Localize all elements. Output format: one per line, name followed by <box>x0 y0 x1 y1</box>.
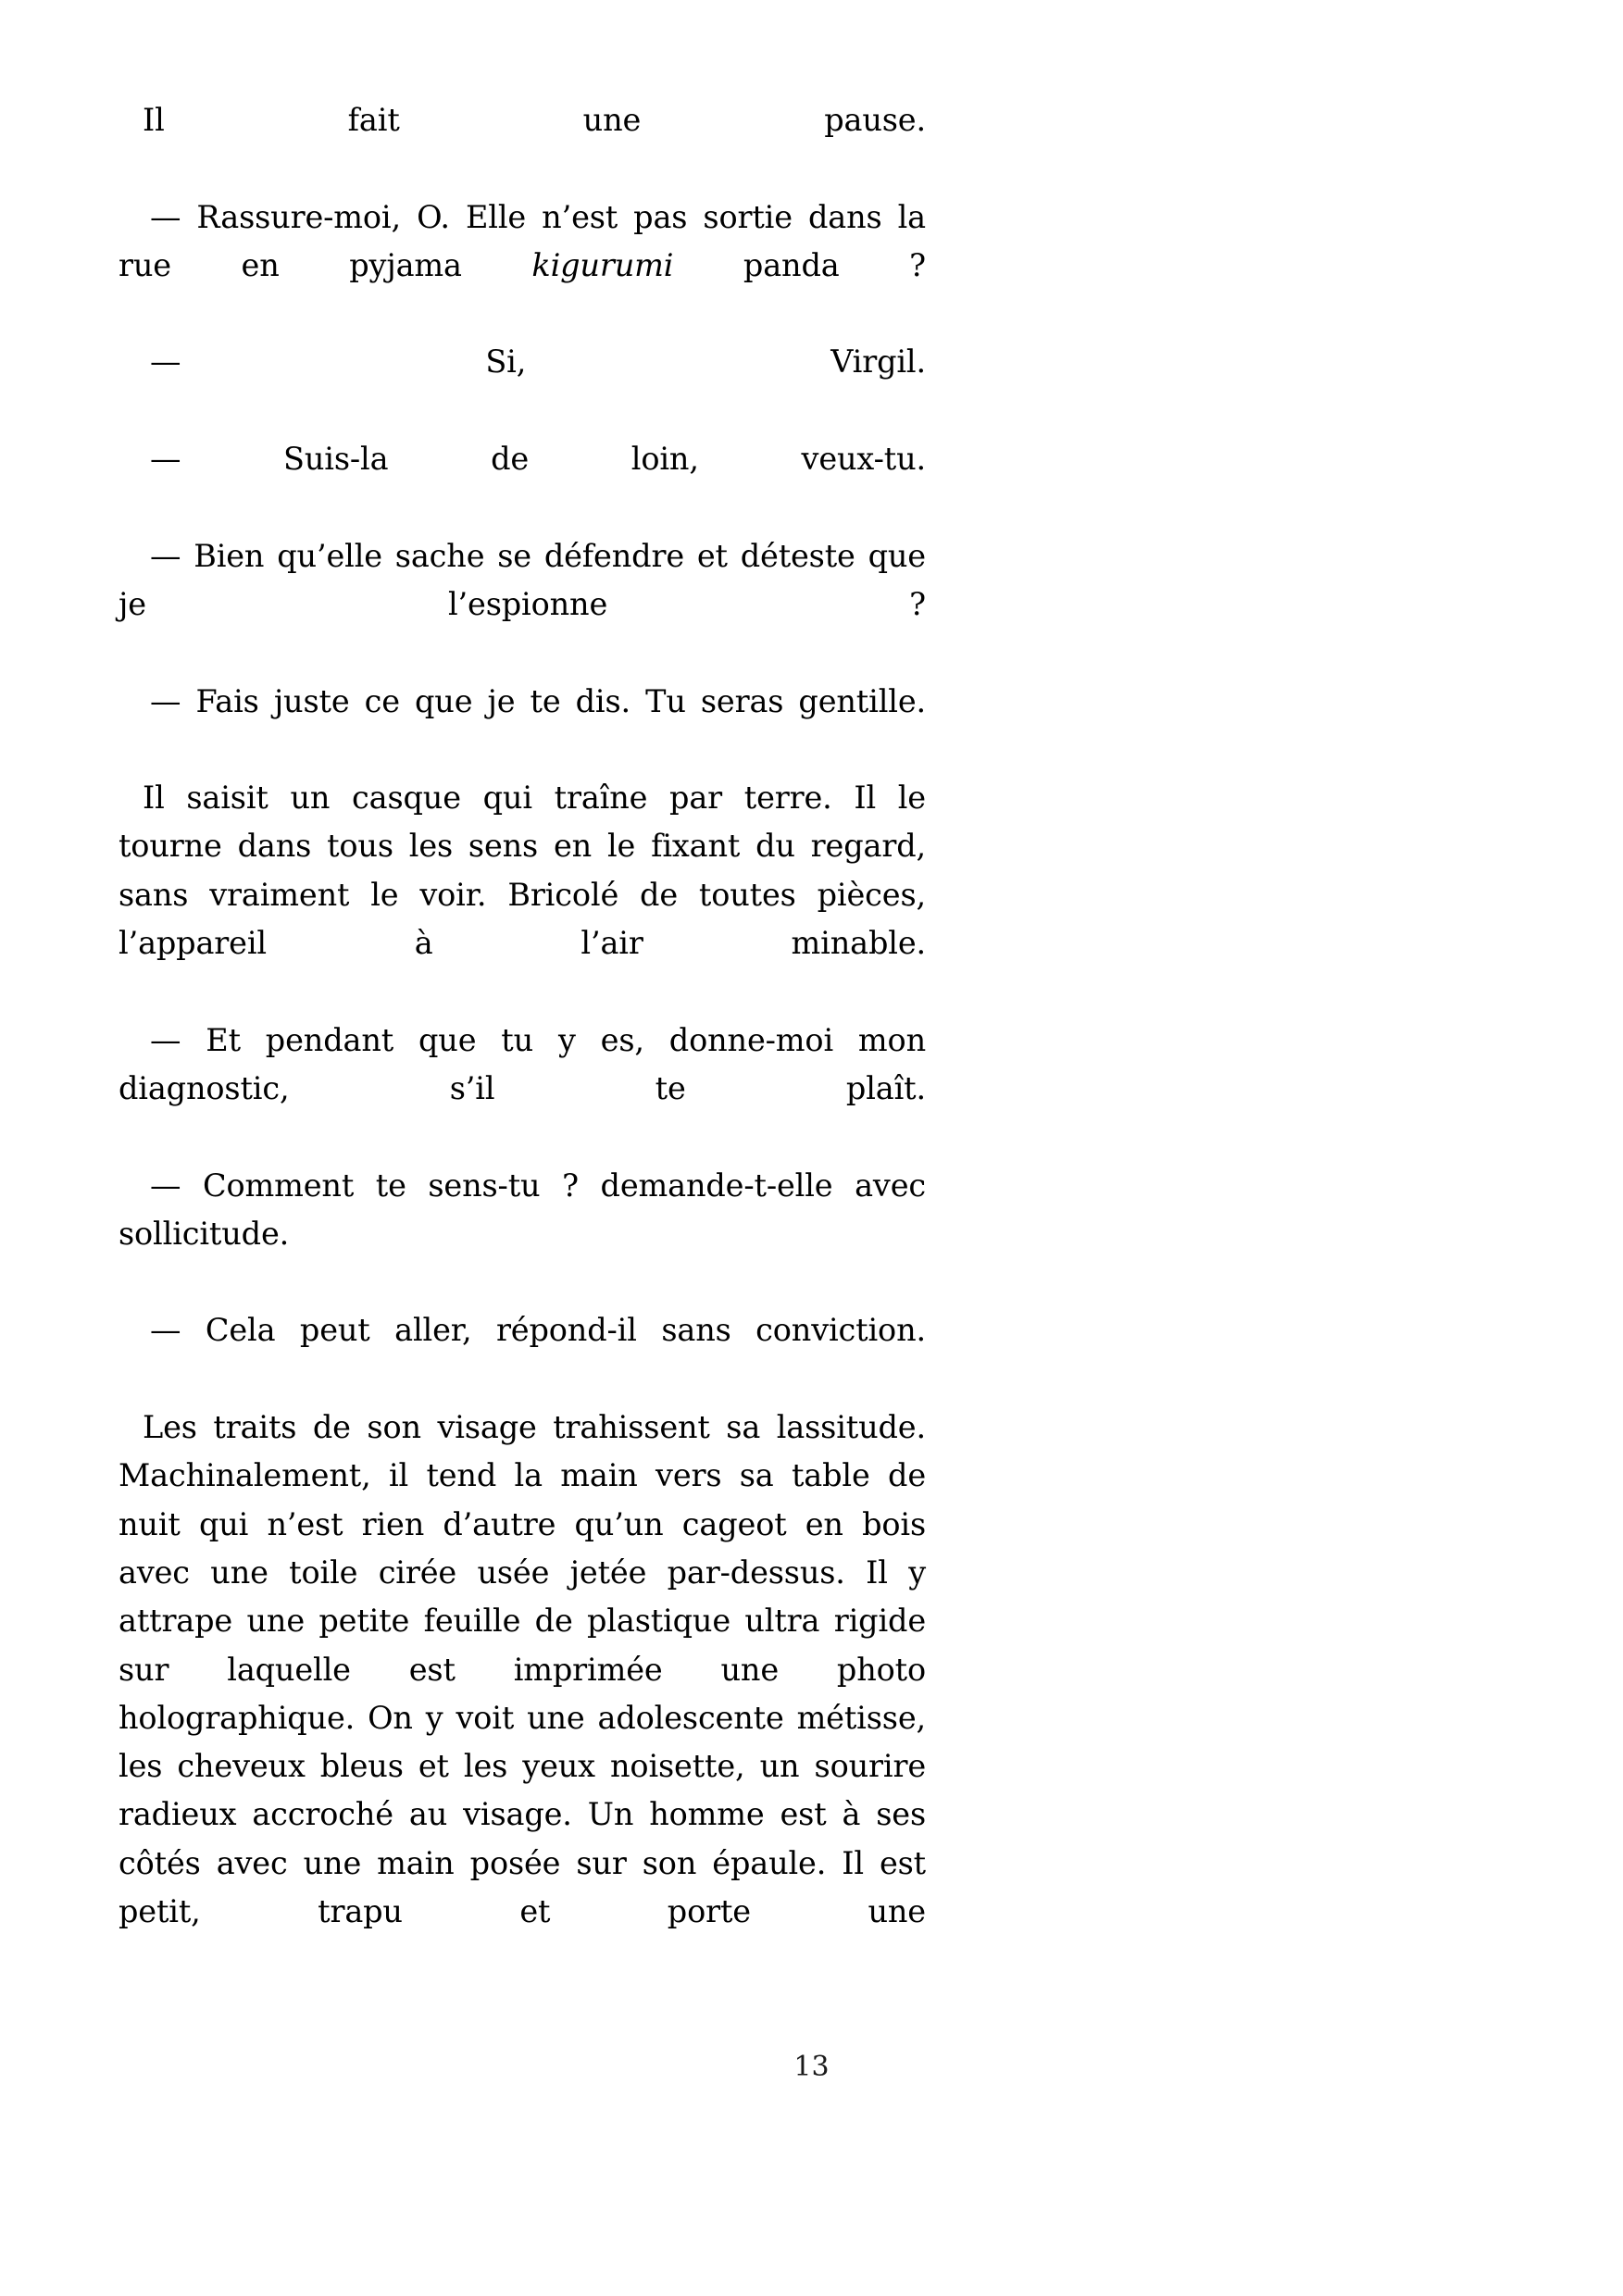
dialogue-text-part-italic-kigurumi: kigurumi <box>531 246 674 283</box>
page-text-block <box>119 96 926 1985</box>
paragraph-dialogue-comment-te-sens-tu: — Comment te sens-tu ? demande-t-elle avec sollicitude. <box>119 1167 926 1252</box>
dialogue-text-part-roman-1: — Rassure-moi, O. Elle n’est pas sortie dans la rue en pyjama <box>119 198 926 283</box>
paragraph-dialogue-bien-quelle-sache: — Bien qu’elle sache se défendre et déteste que je l’espionne ? <box>119 537 926 622</box>
page-number: 13 <box>793 2051 830 2083</box>
paragraph-dialogue-si-virgil: — Si, Virgil. <box>150 343 926 381</box>
paragraph-dialogue-suis-la-de-loin: — Suis-la de loin, veux-tu. <box>150 441 926 478</box>
paragraph-dialogue-rassure-moi <box>119 193 926 339</box>
paragraph-narrative-casque: Il saisit un casque qui traîne par terre. Il le tourne dans tous les sens en le fixant du regard, sans vraiment le voir. Bricolé de toutes pièces, l’appareil à l’air minable. <box>119 780 926 962</box>
dialogue-text-part-roman-2: panda ? <box>673 246 926 283</box>
paragraph-dialogue-cela-peut-aller: — Cela peut aller, répond-il sans conviction. <box>150 1312 926 1349</box>
paragraph-dialogue-fais-juste: — Fais juste ce que je te dis. Tu seras gentille. <box>150 682 926 719</box>
paragraph-narrative-pause: Il fait une pause. <box>143 102 926 138</box>
paragraph-dialogue-diagnostic: — Et pendant que tu y es, donne-moi mon diagnostic, s’il te plaît. <box>119 1021 926 1106</box>
paragraph-narrative-lassitude: Les traits de son visage trahissent sa lassitude. Machinalement, il tend la main vers sa table de nuit qui n’est rien d’autre qu’un cageot en bois avec une toile cirée usée jetée par-dessus. Il y attrape une petite feuille de plastique ultra rigide sur laquelle est imprimée une photo holographique. On y voit une adolescente métisse, les cheveux bleus et les yeux noisette, un sourire radieux accroché au visage. Un homme est à ses côtés avec une main posée sur son épaule. Il est petit, trapu et porte une <box>119 1409 926 1929</box>
